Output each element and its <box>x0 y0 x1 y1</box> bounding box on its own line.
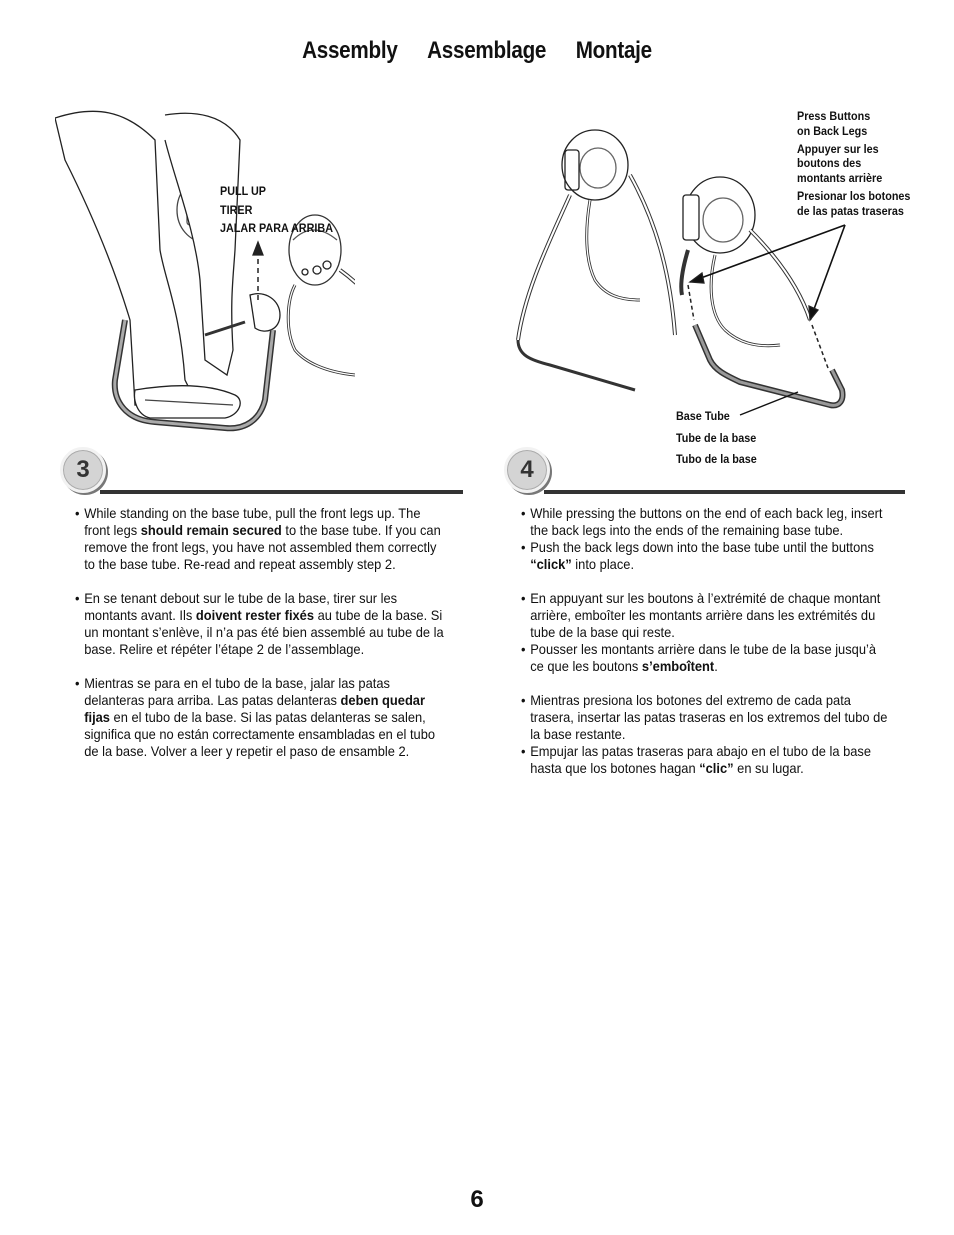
callout-buttons-fr-1: Appuyer sur les <box>797 142 879 156</box>
callout-buttons-es-1: Presionar los botones <box>797 189 911 203</box>
bullet-item <box>521 641 890 675</box>
bullet-item <box>521 539 890 573</box>
step3-illustration <box>55 100 355 440</box>
bullet-text-end: en el tubo de la base. Si las patas delanteras se salen, significa que no están correctamente ensambladas en el tubo de la base. Volver a leer y repetir el paso de ensamble 2. <box>84 709 436 759</box>
bullet-emphasis: doivent rester fixés <box>195 607 315 623</box>
bullet-text: While pressing the buttons on the end of each back leg, insert the back legs into the ends of the remaining base tube. <box>530 505 883 538</box>
bullet-text-end: au tube de la base. Si un montant s’enlève, il n’a pas été bien assemblé au tube de la base. Relire et répéter l’étape 2 de l’assemblage. <box>84 607 444 657</box>
pull-up-label-fr: TIRER <box>220 203 253 217</box>
bullet-text: Empujar las patas traseras para abajo en el tubo de la base hasta que los botones hagan <box>530 743 872 776</box>
bullet-text-end: to the base tube. If you can remove the front legs, you have not assembled them correctly to the base tube. Re-read and repeat assembly step 2. <box>84 522 441 572</box>
callout-buttons-en-2: on Back Legs <box>797 124 868 138</box>
bullet-text: Mientras presiona los botones del extremo de cada pata trasera, insertar las patas traseras en los extremos del tubo de la base restante. <box>530 692 888 742</box>
step3-paragraph <box>75 590 444 658</box>
bullet-emphasis: s’emboîtent <box>641 658 715 674</box>
step-3-instructions <box>75 505 444 777</box>
step-4-instructions <box>521 505 888 794</box>
step3-paragraph <box>75 675 437 760</box>
callout-base-tube-fr: Tube de la base <box>676 431 757 445</box>
bullet-text-end: into place. <box>571 556 635 572</box>
pull-up-label-en: PULL UP <box>220 184 267 198</box>
step-3-badge: 3 <box>60 447 106 493</box>
step4-paragraph <box>521 692 888 777</box>
callout-base-tube-en: Base Tube <box>676 409 730 423</box>
bullet-text: En appuyant sur les boutons à l’extrémité de chaque montant arrière, emboîter les montants arrière dans les extrémités du tube de la base qui reste. <box>530 590 881 640</box>
bullet-item <box>521 743 890 777</box>
bullet-text: Push the back legs down into the base tube until the buttons <box>530 539 874 555</box>
bullet-text-end: . <box>714 658 718 674</box>
bullet-text: Pousser les montants arrière dans le tube de la base jusqu’à ce que les boutons <box>530 641 877 674</box>
title-spanish: Montaje <box>575 37 652 64</box>
bullet-text: While standing on the base tube, pull the front legs up. The front legs <box>84 505 421 538</box>
bullet-item <box>521 692 890 743</box>
callout-buttons-fr-2: boutons des <box>797 156 862 170</box>
bullet-text: Mientras se para en el tubo de la base, jalar las patas delanteras para arriba. Las patas delanteras <box>84 675 390 708</box>
bullet-text-end: en su lugar. <box>733 760 804 776</box>
bullet-emphasis: should remain secured <box>140 522 282 538</box>
title-french: Assemblage <box>427 37 547 64</box>
page-title <box>67 37 887 65</box>
callout-buttons-fr-3: montants arrière <box>797 171 883 185</box>
callout-base-tube-es: Tubo de la base <box>676 452 757 466</box>
step4-paragraph <box>521 590 883 675</box>
bullet-emphasis: “clic” <box>699 760 734 776</box>
bullet-item <box>75 505 444 573</box>
bullet-item <box>75 590 444 658</box>
callout-buttons-en-1: Press Buttons <box>797 109 871 123</box>
bullet-text: En se tenant debout sur le tube de la base, tirer sur les montants avant. Ils <box>84 590 398 623</box>
bullet-emphasis: deben quedar fijas <box>84 692 425 725</box>
step4-paragraph <box>521 505 883 573</box>
step-4-badge: 4 <box>504 447 550 493</box>
bullet-emphasis: “click” <box>530 556 572 572</box>
bullet-item <box>521 590 890 641</box>
step-3-divider <box>100 490 463 494</box>
bullet-item <box>521 505 890 539</box>
pull-up-label-es: JALAR PARA ARRIBA <box>220 221 334 235</box>
callout-buttons-es-2: de las patas traseras <box>797 204 904 218</box>
title-english: Assembly <box>302 37 398 64</box>
step-4-divider <box>544 490 905 494</box>
bullet-item <box>75 675 444 760</box>
step3-paragraph <box>75 505 441 573</box>
page-number: 6 <box>470 1186 484 1213</box>
